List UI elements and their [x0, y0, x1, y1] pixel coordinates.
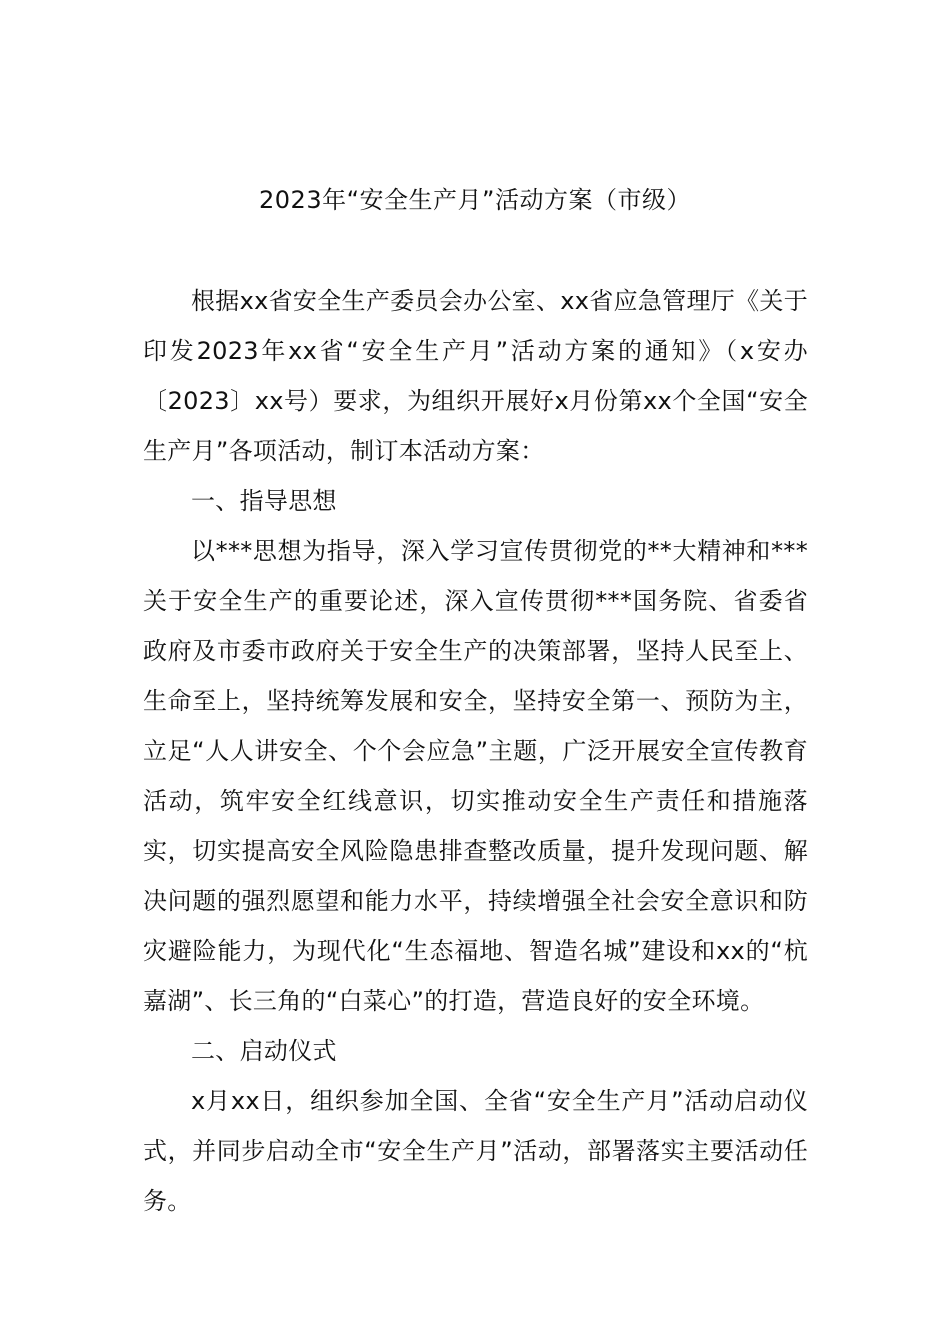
document-body [143, 276, 808, 1226]
section-heading-guiding-thought: 一、指导思想 [191, 487, 337, 515]
intro-paragraph: 根据xx省安全生产委员会办公室、xx省应急管理厅《关于印发2023年xx省“安全生产月”活动方案的通知》（x安办〔2023〕xx号）要求，为组织开展好x月份第xx个全国“安全生产月”各项活动，制订本活动方案： [143, 287, 808, 465]
launch-ceremony-paragraph: x月xx日，组织参加全国、全省“安全生产月”活动启动仪式，并同步启动全市“安全生产月”活动，部署落实主要活动任务。 [143, 1087, 808, 1215]
section-heading-launch-ceremony: 二、启动仪式 [191, 1037, 337, 1065]
guiding-thought-paragraph: 以***思想为指导，深入学习宣传贯彻党的**大精神和***关于安全生产的重要论述，深入宣传贯彻***国务院、省委省政府及市委市政府关于安全生产的决策部署，坚持人民至上、生命至上，坚持统筹发展和安全，坚持安全第一、预防为主，立足“人人讲安全、个个会应急”主题，广泛开展安全宣传教育活动，筑牢安全红线意识，切实推动安全生产责任和措施落实，切实提高安全风险隐患排查整改质量，提升发现问题、解决问题的强烈愿望和能力水平，持续增强全社会安全意识和防灾避险能力，为现代化“生态福地、智造名城”建设和xx的“杭嘉湖”、长三角的“白菜心”的打造，营造良好的安全环境。 [143, 537, 808, 1015]
document-title: 2023年“安全生产月”活动方案（市级） [259, 186, 691, 214]
